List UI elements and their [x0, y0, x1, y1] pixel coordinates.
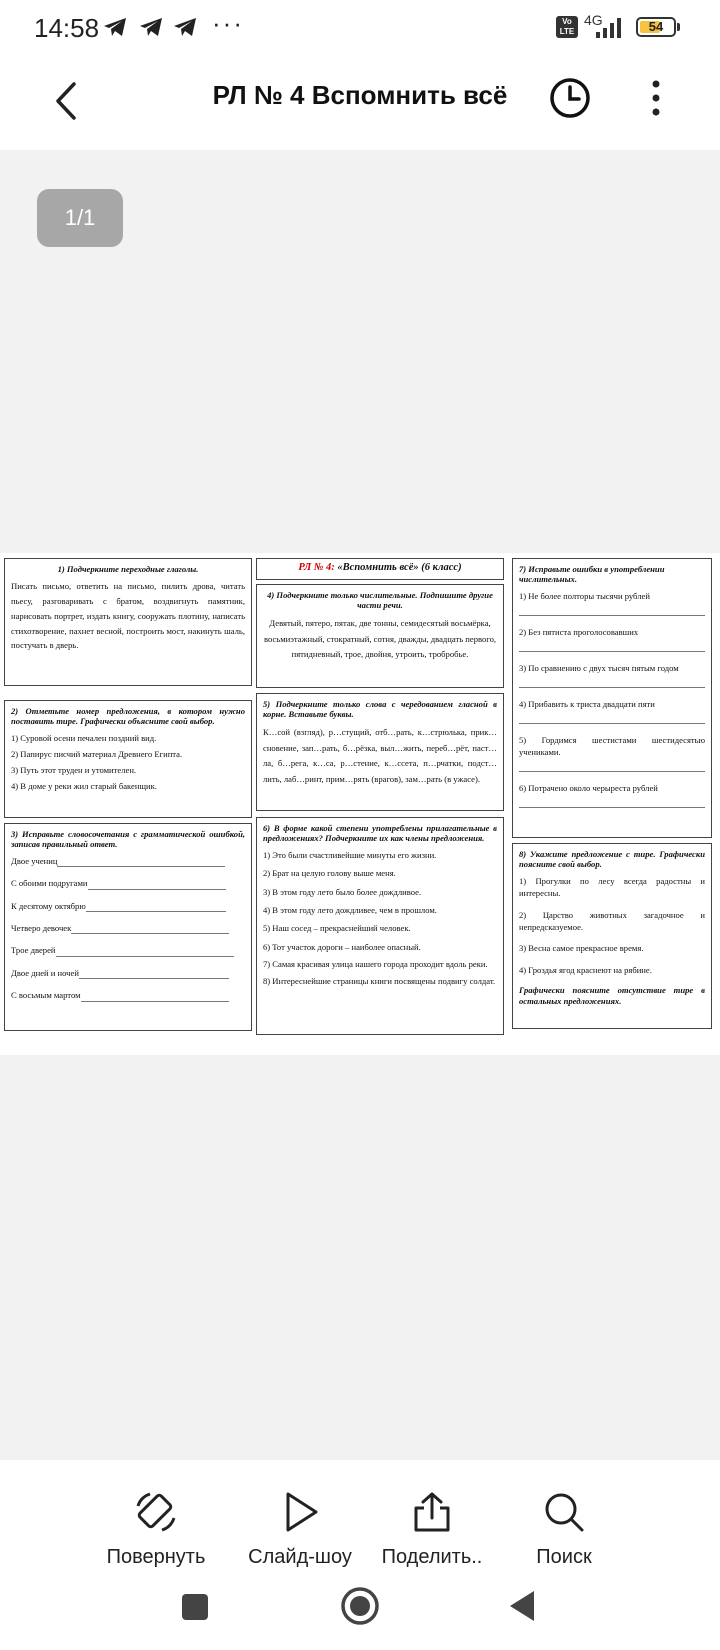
task-6-item: 4) В этом году лето дождливее, чем в прошлом. — [263, 904, 437, 915]
slideshow-button[interactable] — [230, 1490, 370, 1569]
task-8 — [512, 843, 712, 1029]
task-2-heading: 2) Отметьте номер предложения, в котором нужно поставить тире. Графически объясните свой выбор. — [11, 706, 245, 727]
task-3-item: Двое учениц — [11, 855, 58, 866]
bottom-toolbar — [0, 1460, 720, 1650]
task-7-item: 6) Потрачено около черыреста рублей — [519, 783, 658, 794]
task-2-item: 3) Путь этот труден и утомителен. — [11, 764, 137, 775]
rotate-button[interactable] — [86, 1490, 226, 1569]
share-label: Поделить.. — [381, 1546, 483, 1568]
task-3-item: Трое дверей — [11, 945, 56, 956]
task-6-item: 3) В этом году лето было более дождливое. — [263, 886, 422, 897]
rotate-icon — [134, 1490, 178, 1534]
task-7 — [512, 558, 712, 838]
volte-icon: Vo LTE — [556, 16, 578, 38]
task-6-item: 7) Самая красивая улица нашего города проходит вдоль реки. — [263, 959, 488, 970]
search-icon — [542, 1490, 586, 1534]
task-6-item: 8) Интереснейшие страницы книги посвящены подвигу солдат. — [263, 975, 496, 986]
telegram-icon — [102, 16, 128, 38]
home-button[interactable] — [340, 1586, 380, 1626]
worksheet-title — [256, 558, 504, 580]
page-indicator: 1/1 — [37, 189, 123, 247]
recents-button[interactable] — [180, 1592, 210, 1622]
more-notifications-icon: ··· — [212, 8, 244, 38]
play-icon — [278, 1490, 322, 1534]
task-7-item: 2) Без пятиста проголосовавших — [519, 626, 639, 637]
task-6-item: 5) Наш сосед – прекраснейший человек. — [263, 923, 411, 934]
task-6-item: 6) Тот участок дороги – наиболее опасный. — [263, 941, 421, 952]
history-button[interactable] — [548, 76, 592, 120]
rotate-label: Повернуть — [106, 1546, 206, 1568]
task-2-item: 2) Папирус писчий материал Древнего Египта. — [11, 748, 183, 759]
task-3-item: С обоими подругами — [11, 878, 88, 889]
task-6-item: 2) Брат на целую голову выше меня. — [263, 868, 396, 879]
battery-level: 54 — [648, 19, 664, 34]
worksheet-title-main: «Вспомнить всё» (6 класс) — [337, 562, 462, 573]
task-1-heading: 1) Подчеркните переходные глаголы. — [57, 564, 199, 574]
task-5-heading: 5) Подчеркните только слова с чередованием гласной в корне. Вставьте буквы. — [263, 699, 497, 720]
search-label: Поиск — [536, 1546, 592, 1568]
task-8-item: 3) Весна самое прекрасное время. — [519, 943, 644, 954]
task-8-item: 1) Прогулки по лесу всегда радостны и интересны. — [519, 875, 705, 899]
telegram-icon — [138, 16, 164, 38]
status-bar — [0, 0, 720, 56]
task-3-item: К десятому октябрю — [11, 900, 86, 911]
task-2 — [4, 700, 252, 818]
task-3-heading: 3) Исправьте словосочетания с грамматической ошибкой, записав правильный ответ. — [11, 829, 245, 850]
status-time: 14:58 — [34, 13, 100, 43]
task-8-item: 2) Царство животных загадочное и непредсказуемое. — [519, 909, 705, 932]
task-3-item: Четверо девочек — [11, 922, 72, 933]
task-7-item: 3) По сравнению с двух тысяч пятым годом — [519, 662, 679, 673]
share-icon — [410, 1490, 454, 1534]
document-page[interactable] — [0, 553, 720, 1055]
worksheet-title-prefix: РЛ № 4: — [298, 562, 338, 573]
task-4-heading: 4) Подчеркните только числительные. Подпишите другие части речи. — [267, 590, 493, 611]
app-bar — [0, 56, 720, 150]
document-viewer[interactable] — [0, 150, 720, 1460]
task-8-footer: Графически поясните отсутствие тире в остальных предложениях. — [519, 985, 705, 1006]
task-7-heading: 7) Исправьте ошибки в употреблении числительных. — [519, 564, 665, 585]
telegram-icon — [172, 16, 198, 38]
task-2-item: 4) В доме у реки жил старый бакенщик. — [11, 780, 157, 791]
task-4-text: Девятый, пятеро, пятак, две тонны, семидесятый восьмёрка, восьмиэтажный, стократный, сотня, дважды, двадцать первого, пятидневный, трое, двойня, утроить, тробробье. — [263, 617, 497, 660]
nav-back-button[interactable] — [506, 1589, 538, 1623]
task-7-item: 4) Прибавить к триста двадцати пяти — [519, 698, 655, 709]
task-1-text: Писать письмо, ответить на письмо, пилить дрова, читать пьесу, разговаривать с братом, воздвигнуть памятник, нарисовать портрет, издать книгу, сооружать плотину, написать стихотворение, пахнет весной, построить мост, накинуть шаль, постучать в дверь. — [11, 581, 245, 651]
task-3-item: Двое дней и ночей — [11, 967, 79, 978]
task-4 — [256, 584, 504, 688]
signal-icon — [590, 14, 630, 40]
task-5 — [256, 693, 504, 811]
task-6-item: 1) Это были счастливейшие минуты его жизни. — [263, 849, 437, 860]
system-navigation — [0, 1580, 720, 1640]
slideshow-label: Слайд-шоу — [248, 1546, 352, 1568]
task-7-item: 1) Не более полторы тысячи рублей — [519, 590, 650, 601]
network-type: 4G — [584, 12, 603, 28]
task-3 — [4, 823, 252, 1031]
document-title: РЛ № 4 Вспомнить всё — [212, 80, 508, 110]
task-7-item: 5) Гордимся шестистами шестидесятью учениками. — [519, 734, 705, 758]
more-options-button[interactable] — [640, 74, 672, 122]
battery-icon — [636, 17, 676, 37]
task-3-item: С восьмым мартом — [11, 990, 81, 1001]
task-1 — [4, 558, 252, 686]
task-8-item: 4) Гроздья ягод краснеют на рябине. — [519, 964, 652, 975]
share-button[interactable] — [362, 1490, 502, 1569]
task-6-heading: 6) В форме какой степени употреблены прилагательные в предложениях? Подчеркните их как члены предложения. — [263, 823, 497, 844]
back-button[interactable] — [46, 76, 86, 126]
task-2-item: 1) Суровой осени печален поздний вид. — [11, 732, 157, 743]
task-8-heading: 8) Укажите предложение с тире. Графически поясните свой выбор. — [519, 849, 705, 870]
task-6 — [256, 817, 504, 1035]
task-5-text: К…сой (взгляд), р…стущий, отб…рать, к…стрюлька, прик…сновение, зап…рать, б…рёзка, выл…жить, переб…рёт, паст…ла, б…рега, к…са, р…стение, к…ссета, п…рчатки, подст…лить, лаб…ринт, прим…рять (врагов), зам…рать (в ужасе). — [263, 726, 497, 785]
search-button[interactable] — [494, 1490, 634, 1569]
